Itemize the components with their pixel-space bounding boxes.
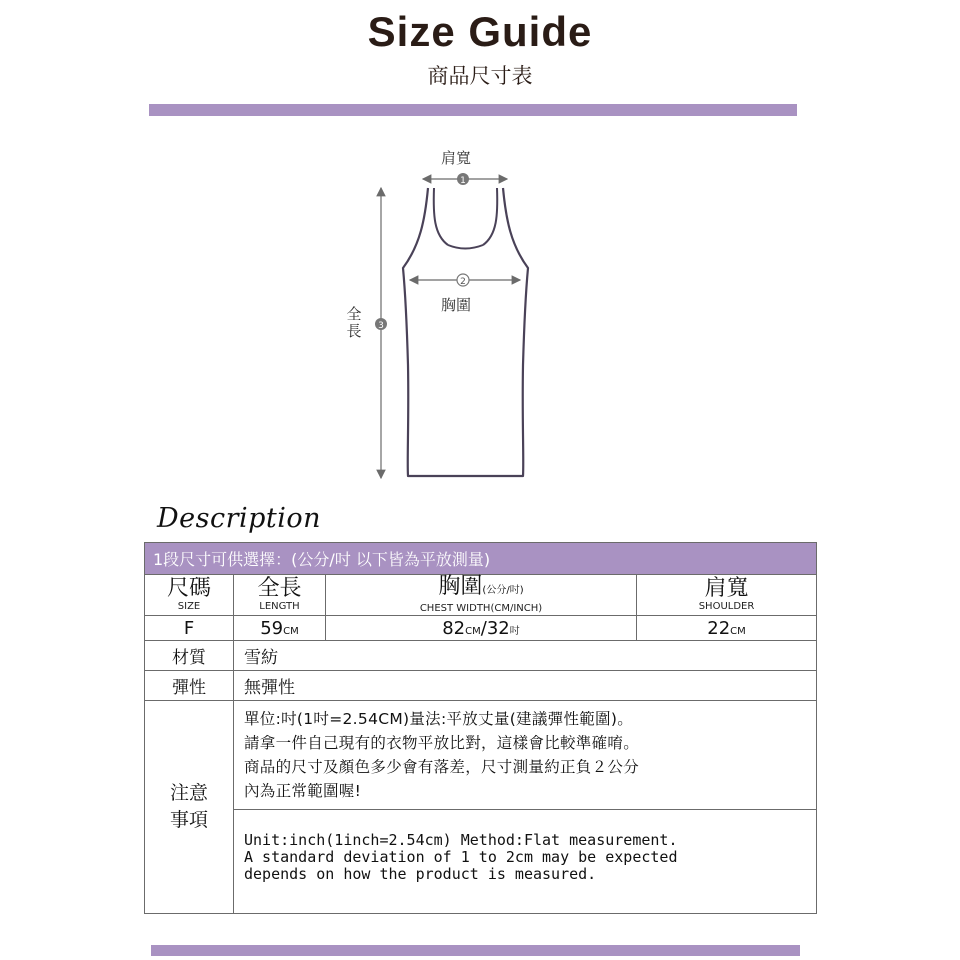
material-label: 材質 <box>145 641 234 671</box>
chest-width-label: 胸圍 <box>441 296 472 314</box>
elasticity-label: 彈性 <box>145 671 234 701</box>
notes-en-line: A standard deviation of 1 to 2cm may be expected <box>244 848 678 866</box>
chest-cm-value: 82 <box>442 617 466 639</box>
page-subtitle: 商品尺寸表 <box>427 64 533 88</box>
notes-zh-row <box>145 701 817 810</box>
table-title: 1段尺寸可供選擇：(公分/吋 以下皆為平放測量) <box>145 543 817 575</box>
elasticity-value: 無彈性 <box>234 671 817 701</box>
page-title: Size Guide <box>367 8 593 55</box>
garment-body <box>403 188 528 476</box>
total-length-label: 全長 <box>346 305 362 340</box>
shoulder-unit: CM <box>730 625 746 637</box>
chest-cm-unit: CM <box>465 625 481 637</box>
notes-en-line: depends on how the product is measured. <box>244 865 597 883</box>
camisole-outline <box>330 140 560 490</box>
chest-inch-value: 32 <box>486 617 510 639</box>
notes-zh-line: 內為正常範圍喔! <box>244 782 362 800</box>
length-unit: CM <box>283 625 299 637</box>
shoulder-marker-number: 1 <box>460 176 466 186</box>
elasticity-row <box>145 671 817 701</box>
garment-strap-inner-right <box>483 188 497 245</box>
notes-zh-line: 單位:吋(1吋=2.54CM)量法:平放丈量(建議彈性範圍)。 <box>244 710 633 728</box>
description-heading: Description <box>157 503 322 534</box>
col-chest-zh: 胸圍 <box>438 574 483 599</box>
col-chest-en: CHEST WIDTH(CM/INCH) <box>419 603 543 614</box>
notes-zh-line: 商品的尺寸及顏色多少會有落差，尺寸測量約正負２公分 <box>244 758 640 776</box>
chest-inch-unit: 吋 <box>509 625 520 637</box>
notes-label-line1: 注意 <box>169 782 208 804</box>
size-row <box>145 616 817 641</box>
length-marker-number: 3 <box>378 321 384 331</box>
notes-en-line: Unit:inch(1inch=2.54cm) Method:Flat measurement. <box>244 831 678 849</box>
shoulder-value-cell <box>637 616 817 641</box>
chest-marker-number: 2 <box>460 277 466 287</box>
notes-english <box>234 810 817 914</box>
size-table <box>144 542 816 914</box>
bottom-divider-bar <box>151 945 800 956</box>
material-value: 雪紡 <box>234 641 817 671</box>
garment-strap-inner-left <box>434 188 448 245</box>
col-length-en: LENGTH <box>259 601 300 612</box>
notes-label-line2: 事項 <box>169 809 208 831</box>
top-divider-bar <box>149 104 797 116</box>
col-chest-header <box>326 575 637 616</box>
col-shoulder-header <box>637 575 817 616</box>
length-value: 59 <box>260 617 284 639</box>
chest-separator: / <box>480 617 487 639</box>
col-size-zh: 尺碼 <box>166 576 211 601</box>
notes-chinese <box>234 701 817 810</box>
chest-value-cell <box>326 616 637 641</box>
garment-neckline <box>448 245 483 249</box>
col-chest-unit: (公分/吋) <box>482 585 524 596</box>
column-header-row <box>145 575 817 616</box>
col-size-en: SIZE <box>177 601 201 612</box>
col-length-header <box>234 575 326 616</box>
notes-en-row <box>145 810 817 914</box>
table-title-row <box>145 543 817 575</box>
col-shoulder-en: SHOULDER <box>698 601 755 612</box>
garment-diagram <box>330 140 560 490</box>
col-length-zh: 全長 <box>257 576 302 601</box>
shoulder-value: 22 <box>707 617 731 639</box>
col-size-header <box>145 575 234 616</box>
shoulder-width-label: 肩寬 <box>441 149 472 167</box>
notes-label <box>145 701 234 914</box>
length-value-cell <box>234 616 326 641</box>
material-row <box>145 641 817 671</box>
col-chest-zh-wrap <box>326 575 636 603</box>
notes-zh-line: 請拿一件自己現有的衣物平放比對，這樣會比較準確唷。 <box>244 734 640 752</box>
col-shoulder-zh: 肩寬 <box>704 576 749 601</box>
size-value: F <box>145 616 234 641</box>
